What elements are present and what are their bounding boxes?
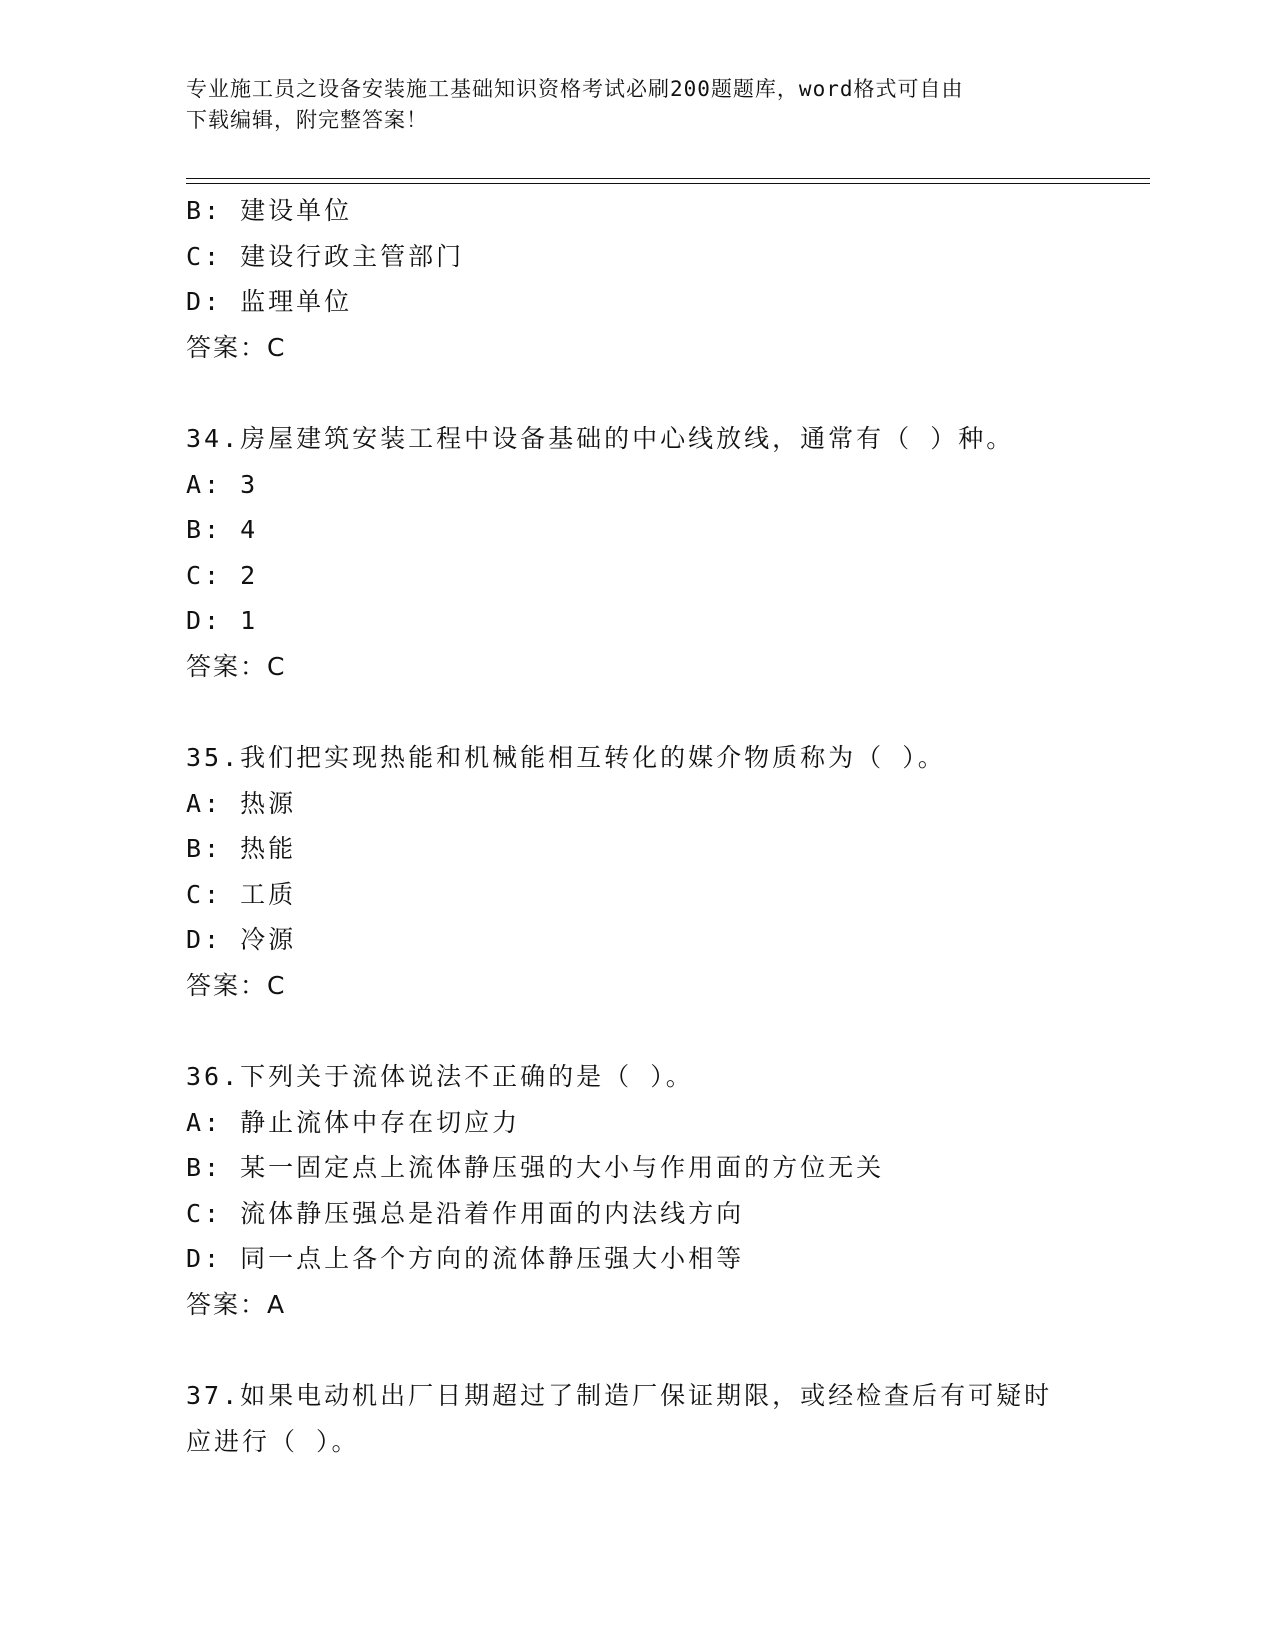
answer-label: 答案：A <box>186 1289 287 1319</box>
option-c: C: 工质 <box>186 879 297 909</box>
answer-label: 答案：C <box>186 651 287 681</box>
question-34 <box>186 416 1146 689</box>
option-d: D: 冷源 <box>186 925 297 954</box>
question-stem: 36.下列关于流体说法不正确的是（ ）。 <box>186 1062 694 1091</box>
question-stem: 34.房屋建筑安装工程中设备基础的中心线放线，通常有（ ）种。 <box>186 424 1015 453</box>
question-list <box>186 188 1146 1464</box>
question-36 <box>186 1054 1146 1327</box>
question-stem-line-1: 37.如果电动机出厂日期超过了制造厂保证期限，或经检查后有可疑时 <box>186 1381 1053 1410</box>
option-a: A: 热源 <box>186 788 297 818</box>
document-header <box>186 74 1066 136</box>
question-stem-line-2: 应进行（ ）。 <box>186 1426 360 1456</box>
option-d: D: 监理单位 <box>186 287 353 316</box>
question-37 <box>186 1373 1146 1464</box>
option-b: B: 4 <box>186 515 259 544</box>
answer-label: 答案：C <box>186 970 287 1000</box>
option-b: B: 某一固定点上流体静压强的大小与作用面的方位无关 <box>186 1153 885 1182</box>
option-c: C: 建设行政主管部门 <box>186 241 465 271</box>
header-title-line-2: 下载编辑，附完整答案！ <box>186 108 428 132</box>
option-a: A: 3 <box>186 469 259 499</box>
answer-label: 答案：C <box>186 332 287 362</box>
question-stem: 35.我们把实现热能和机械能相互转化的媒介物质称为（ ）。 <box>186 743 946 772</box>
option-c: C: 流体静压强总是沿着作用面的内法线方向 <box>186 1198 745 1228</box>
question-35 <box>186 735 1146 1008</box>
option-b: B: 建设单位 <box>186 196 353 225</box>
option-c: C: 2 <box>186 560 259 590</box>
header-rule-top <box>186 178 1150 179</box>
header-rule-bottom <box>186 183 1150 184</box>
question-33-tail <box>186 188 1146 370</box>
option-a: A: 静止流体中存在切应力 <box>186 1107 521 1137</box>
header-title-line-1: 专业施工员之设备安装施工基础知识资格考试必刷200题题库，word格式可自由 <box>186 77 964 101</box>
option-b: B: 热能 <box>186 834 297 863</box>
option-d: D: 同一点上各个方向的流体静压强大小相等 <box>186 1244 745 1273</box>
option-d: D: 1 <box>186 606 259 635</box>
